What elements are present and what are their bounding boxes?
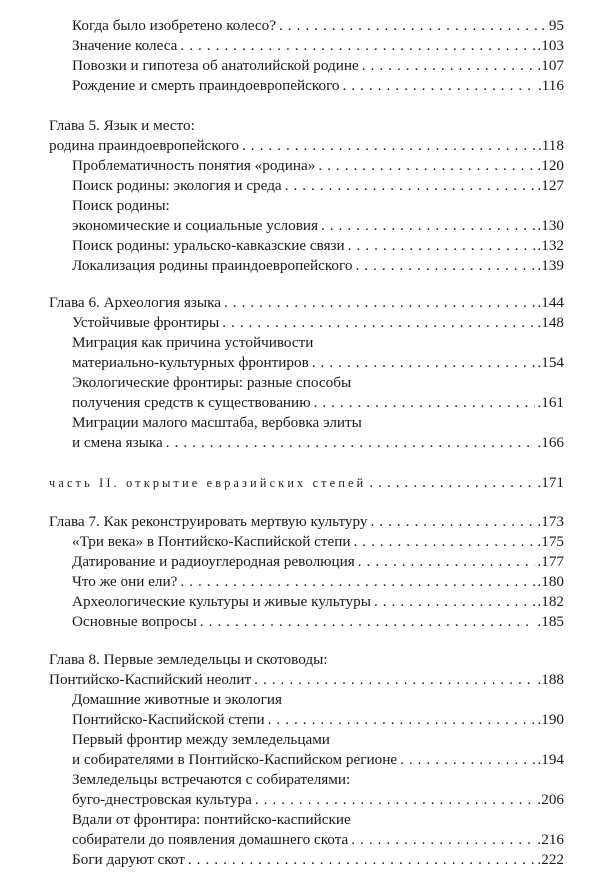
dot-leader: [314, 393, 536, 413]
toc-chapter-5-line-2: [49, 136, 564, 156]
toc-entry-wheel-significance: [72, 36, 564, 56]
toc-entry-title: Рождение и смерть праиндоевропейского: [72, 77, 340, 94]
toc-page-number: .185: [537, 613, 564, 630]
dot-leader: [351, 830, 535, 850]
toc-entry-first-frontier-2: [72, 750, 564, 770]
toc-page-number: .161: [537, 394, 564, 411]
toc-entry-homeland-concept: [72, 156, 564, 176]
toc-entry-title: Первый фронтир между земледельцами: [72, 731, 330, 748]
dot-leader: [268, 710, 536, 730]
toc-entry-small-migrations-2: [72, 433, 564, 453]
toc-entry-small-migrations-1: [72, 413, 564, 433]
toc-entry-title: Миграция как причина устойчивости: [72, 334, 314, 351]
toc-page-number: .103: [537, 37, 564, 54]
toc-entry-title: и смена языка: [72, 434, 163, 451]
toc-entry-title: Значение колеса: [72, 37, 178, 54]
toc-page-number: .148: [537, 314, 564, 331]
toc-page-number: .120: [537, 157, 564, 174]
toc-chapter-6: [49, 293, 564, 313]
toc-entry-far-from-frontier-1: [72, 810, 564, 830]
dot-leader: [343, 76, 536, 96]
toc-entry-title: Боги даруют скот: [72, 851, 185, 868]
toc-page-number: .216: [537, 831, 564, 848]
toc-entry-homeland-economic-2: [72, 216, 564, 236]
dot-leader: [358, 552, 536, 572]
toc-entry-title: Что же они ели?: [72, 573, 178, 590]
toc-entry-first-frontier-1: [72, 730, 564, 750]
dot-leader: [371, 512, 536, 532]
dot-leader: [180, 572, 535, 592]
toc-part-title: часть II. открытие евразийских степей: [49, 476, 367, 490]
toc-chapter-title: Глава 8. Первые земледельцы и скотоводы:: [49, 651, 328, 668]
toc-entry-title: Повозки и гипотеза об анатолийской родине: [72, 57, 359, 74]
toc-chapter-title: Понтийско-Каспийский неолит: [49, 671, 252, 688]
toc-entry-title: материально-культурных фронтиров: [72, 354, 309, 371]
toc-entry-archaeological-cultures: [72, 592, 564, 612]
dot-leader: [321, 216, 535, 236]
toc-entry-three-ages: [72, 532, 564, 552]
toc-page-number: .130: [537, 217, 564, 234]
toc-page-number: .180: [537, 573, 564, 590]
toc-entry-what-did-they-eat: [72, 572, 564, 592]
toc-chapter-8-line-1: [49, 650, 564, 670]
dot-leader: [318, 156, 535, 176]
dot-leader: [254, 670, 535, 690]
toc-entry-homeland-uralic: [72, 236, 564, 256]
toc-entry-title: Датирование и радиоуглеродная революция: [72, 553, 355, 570]
dot-leader: [222, 313, 535, 333]
toc-entry-title: Локализация родины праиндоевропейского: [72, 257, 353, 274]
toc-entry-homeland-economic-1: [72, 196, 564, 216]
toc-page-number: . 95: [541, 17, 564, 34]
toc-entry-title: экономические и социальные условия: [72, 217, 318, 234]
dot-leader: [255, 790, 536, 810]
dot-leader: [200, 612, 536, 632]
toc-entry-radiocarbon: [72, 552, 564, 572]
dot-leader: [374, 592, 535, 612]
toc-entry-migration-1: [72, 333, 564, 353]
toc-entry-far-from-frontier-2: [72, 830, 564, 850]
toc-entry-domestic-animals-2: [72, 710, 564, 730]
toc-entry-title: Основные вопросы: [72, 613, 197, 630]
dot-leader: [188, 850, 536, 870]
toc-entry-title: Устойчивые фронтиры: [72, 314, 220, 331]
toc-entry-title: и собирателями в Понтийско-Каспийском регионе: [72, 751, 398, 768]
toc-entry-title: Археологические культуры и живые культуры: [72, 593, 371, 610]
toc-entry-gods-give-cattle: [72, 850, 564, 870]
toc-chapter-title: родина праиндоевропейского: [49, 137, 239, 154]
toc-entry-title: Понтийско-Каспийской степи: [72, 711, 265, 728]
toc-entry-wheel-invention: [72, 16, 564, 36]
dot-leader: [224, 293, 535, 313]
dot-leader: [400, 750, 535, 770]
toc-entry-ecological-2: [72, 393, 564, 413]
toc-entry-title: буго-днестровская культура: [72, 791, 252, 808]
toc-entry-farmers-meet-2: [72, 790, 564, 810]
toc-page-number: .154: [537, 354, 564, 371]
toc-entry-title: Поиск родины:: [72, 197, 170, 214]
toc-entry-title: Миграции малого масштаба, вербовка элиты: [72, 414, 362, 431]
toc-entry-domestic-animals-1: [72, 690, 564, 710]
toc-entry-main-questions: [72, 612, 564, 632]
toc-page-number: .206: [537, 791, 564, 808]
toc-page-number: .188: [537, 671, 564, 688]
toc-page-number: .144: [537, 294, 564, 311]
toc-entry-title: собиратели до появления домашнего скота: [72, 831, 349, 848]
toc-page-number: .175: [537, 533, 564, 550]
toc-page-number: .182: [537, 593, 564, 610]
toc-entry-title: Проблематичность понятия «родина»: [72, 157, 316, 174]
dot-leader: [180, 36, 535, 56]
toc-page-number: .166: [537, 434, 564, 451]
toc-chapter-5-line-1: [49, 116, 564, 136]
toc-entry-farmers-meet-1: [72, 770, 564, 790]
toc-chapter-8-line-2: [49, 670, 564, 690]
toc-entry-ecological-1: [72, 373, 564, 393]
toc-page-number: .194: [537, 751, 564, 768]
dot-leader: [362, 56, 536, 76]
toc-page-number: .118: [537, 137, 564, 154]
toc-page-number: .127: [537, 177, 564, 194]
toc-entry-stable-frontiers: [72, 313, 564, 333]
toc-entry-title: Поиск родины: уральско-кавказские связи: [72, 237, 345, 254]
toc-chapter-title: Глава 7. Как реконструировать мертвую культуру: [49, 513, 368, 530]
toc-entry-title: Экологические фронтиры: разные способы: [72, 374, 352, 391]
toc-entry-migration-2: [72, 353, 564, 373]
toc-entry-wagons-anatolian: [72, 56, 564, 76]
toc-entry-birth-death: [72, 76, 564, 96]
dot-leader: [369, 473, 535, 493]
toc-page-number: .190: [537, 711, 564, 728]
toc-page-number: .116: [537, 77, 564, 94]
toc-entry-title: Земледельцы встречаются с собирателями:: [72, 771, 351, 788]
toc-chapter-title: Глава 6. Археология языка: [49, 294, 221, 311]
toc-page-number: .139: [537, 257, 564, 274]
toc-page-number: .107: [537, 57, 564, 74]
toc-page-number: .222: [537, 851, 564, 868]
toc-part-2: [49, 473, 564, 493]
toc-entry-title: Поиск родины: экология и среда: [72, 177, 282, 194]
toc-chapter-title: Глава 5. Язык и место:: [49, 117, 195, 134]
dot-leader: [166, 433, 536, 453]
dot-leader: [312, 353, 536, 373]
dot-leader: [348, 236, 536, 256]
toc-page-number: .171: [537, 474, 564, 491]
toc-entry-homeland-localization: [72, 256, 564, 276]
dot-leader: [279, 16, 539, 36]
toc-entry-title: получения средств к существованию: [72, 394, 311, 411]
dot-leader: [355, 256, 535, 276]
toc-entry-title: Вдали от фронтира: понтийско-каспийские: [72, 811, 351, 828]
toc-entry-title: Домашние животные и экология: [72, 691, 282, 708]
toc-chapter-7: [49, 512, 564, 532]
toc-page-number: .177: [537, 553, 564, 570]
dot-leader: [354, 532, 536, 552]
toc-entry-homeland-ecology: [72, 176, 564, 196]
dot-leader: [242, 136, 536, 156]
dot-leader: [285, 176, 536, 196]
toc-page-number: .132: [537, 237, 564, 254]
toc-entry-title: «Три века» в Понтийско-Каспийской степи: [72, 533, 351, 550]
toc-entry-title: Когда было изобретено колесо?: [72, 17, 276, 34]
toc-page-number: .173: [537, 513, 564, 530]
